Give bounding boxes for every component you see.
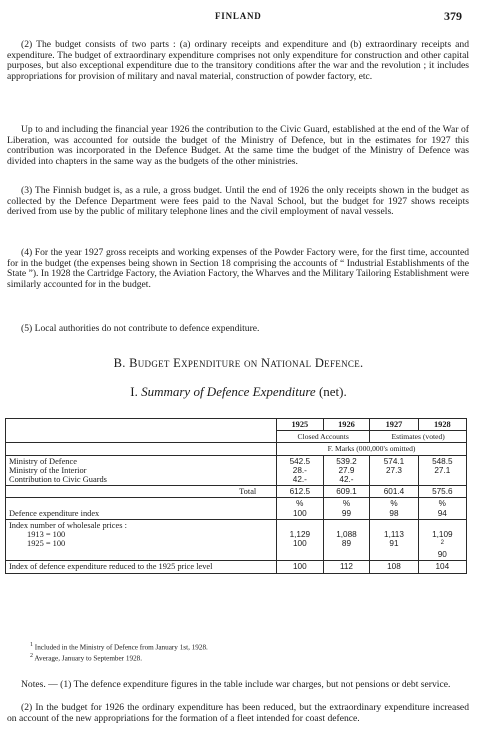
value: 91 xyxy=(389,539,399,549)
year-1926: 1926 xyxy=(323,419,370,431)
value-cell xyxy=(277,498,324,519)
section-i-title: Summary of Defence Expenditure xyxy=(141,384,316,399)
value: 104 xyxy=(418,561,466,573)
wholesale-sub-1913: 1913 = 100 xyxy=(27,530,66,540)
footnote-marker: 2 xyxy=(440,540,444,547)
value-cell xyxy=(323,455,370,486)
row-label-total xyxy=(6,486,277,498)
table-row-total xyxy=(6,486,467,498)
value: 601.4 xyxy=(370,486,418,498)
note-1: Notes. — (1) The defence expenditure figures in the table include war charges, but not pensions or debt service. xyxy=(21,679,451,690)
note-2: (2) In the budget for 1926 the ordinary expenditure has been reduced, but the extraordinary expenditure increased on account of the new appropriations for the formation of a fleet intended for coast defence. xyxy=(7,702,469,724)
table-row-wholesale xyxy=(6,519,467,561)
value: 27.1 xyxy=(434,465,451,475)
footnotes xyxy=(30,641,450,663)
year-1925: 1925 xyxy=(277,419,324,431)
percent-sign: % xyxy=(390,499,398,509)
row-label-ministry-defence: Ministry of Defence xyxy=(9,456,77,466)
running-header xyxy=(0,9,477,25)
total-label: Total xyxy=(239,487,257,497)
value: 539.2 xyxy=(336,456,357,466)
value: 574.1 xyxy=(383,456,405,466)
value: 98 xyxy=(389,508,399,518)
value: 112 xyxy=(323,561,370,573)
value: 548.5 xyxy=(432,456,453,466)
year-1928: 1928 xyxy=(418,419,466,431)
percent-sign: % xyxy=(296,499,304,509)
value: 1,088 xyxy=(336,530,357,540)
value: 42.- xyxy=(292,475,307,485)
value-cell xyxy=(323,519,370,561)
row-label-wholesale xyxy=(6,519,277,561)
percent-sign: % xyxy=(342,499,351,509)
footnote-2: $^2$ Average, January to September 1928. xyxy=(30,652,143,663)
unit-blank-cell xyxy=(6,443,277,455)
estimates-header: Estimates (voted) xyxy=(370,431,467,443)
section-b-title: Budget Expenditure on National Defence. xyxy=(129,356,364,370)
value-cell xyxy=(418,455,466,486)
header-blank-cell xyxy=(6,419,277,443)
defence-expenditure-table xyxy=(5,418,467,574)
percent-sign: % xyxy=(438,499,446,509)
value: 612.5 xyxy=(277,486,324,498)
value: 100 xyxy=(292,539,307,549)
value-cell xyxy=(323,498,370,519)
paragraph-4: (4) For the year 1927 gross receipts and working expenses of the Powder Factory were, for the first time, accounted for in the budget (the expenses being shown in Section 18 comprising the accounts of “ Industrial Establishments of the State ”). In 1928 the Cartridge Factory, the Aviation Factory, the Wharves and the Military Tailoring Establishment were similarly accounted for in the budget. xyxy=(7,247,469,290)
row-label-reduced: Index of defence expenditure reduced to the 1925 price level xyxy=(6,561,277,573)
value-cell xyxy=(277,455,324,486)
value-cell xyxy=(418,498,466,519)
value: 100 xyxy=(277,561,324,573)
paragraph-5: (5) Local authorities do not contribute to defence expenditure. xyxy=(21,323,260,334)
value: 1,113 xyxy=(384,530,404,540)
value: 609.1 xyxy=(323,486,370,498)
footnote-1: $^1$ Included in the Ministry of Defence from January 1st, 1928. xyxy=(30,642,208,652)
value: 99 xyxy=(341,508,352,518)
footnote-1-text: Included in the Ministry of Defence from January 1st, 1928. xyxy=(34,643,208,652)
wholesale-label: Index number of wholesale prices : xyxy=(9,520,127,530)
value-cell xyxy=(370,498,418,519)
section-b-prefix: B. xyxy=(113,356,126,370)
value: 90 xyxy=(437,550,447,560)
value: 27.9 xyxy=(338,465,355,475)
value: 1,129 xyxy=(289,530,311,540)
section-heading-i xyxy=(0,384,477,400)
paragraph-2: (2) The budget consists of two parts : (a) ordinary receipts and expenditure and (b) extraordinary receipts and expenditure. The budget of extraordinary expenditure comprises not only expenditure for construction and other capital purposes, but also exceptional expenditure due to the transitory conditions after the war and the revolution ; it includes appropriations for provision of military and naval material, construction of powder factory, etc. xyxy=(7,39,469,82)
ministry-labels-cell xyxy=(6,455,277,486)
year-1927: 1927 xyxy=(370,419,418,431)
row-label-ministry-interior: Ministry of the Interior xyxy=(9,465,87,475)
wholesale-sub-1925: 1925 = 100 xyxy=(27,539,66,549)
value: 542.5 xyxy=(289,456,311,466)
unit-label: F. Marks (000,000's omitted) xyxy=(277,443,467,455)
value: 27.3 xyxy=(386,465,402,475)
value: 575.6 xyxy=(418,486,466,498)
header-title: FINLAND xyxy=(215,11,262,21)
value: 42.- xyxy=(339,475,354,485)
value: 100 xyxy=(292,508,307,518)
value: 89 xyxy=(341,539,352,549)
section-i-prefix: I. xyxy=(130,384,138,399)
value: 94 xyxy=(437,508,447,518)
table-header-years xyxy=(6,419,467,431)
value-cell xyxy=(370,455,418,486)
table-row xyxy=(6,455,467,486)
section-heading-b xyxy=(0,356,477,371)
table-row-reduced xyxy=(6,561,467,573)
row-label-index: Defence expenditure index xyxy=(6,498,277,519)
value: 108 xyxy=(370,561,418,573)
paragraph-3: (3) The Finnish budget is, as a rule, a gross budget. Until the end of 1926 the only receipts shown in the budget as collected by the Defence Department were fees paid to the Naval School, but the budget for 1927 shows receipts derived from use by the public of military telephone lines and the civil employment of naval vessels. xyxy=(7,185,469,218)
section-i-suffix: (net). xyxy=(318,384,347,399)
page-number: 379 xyxy=(444,9,462,23)
closed-accounts-header: Closed Accounts xyxy=(277,431,370,443)
table-row-index xyxy=(6,498,467,519)
row-label-civic-guards: Contribution to Civic Guards xyxy=(9,475,107,485)
value: 1,109 xyxy=(432,530,453,540)
value-cell xyxy=(370,519,418,561)
value-cell xyxy=(418,519,466,561)
value: 28.- xyxy=(292,465,307,475)
paragraph-2b: Up to and including the financial year 1926 the contribution to the Civic Guard, established at the end of the War of Liberation, was accounted for outside the budget of the Ministry of Defence, but in the estimates for 1927 this contribution was incorporated in the Defence Budget. At the same time the budget of the Ministry of Defence was divided into chapters in the same way as the budgets of the other ministries. xyxy=(7,124,469,167)
unit-row xyxy=(6,443,467,455)
value-cell xyxy=(277,519,324,561)
footnote-2-text: Average, January to September 1928. xyxy=(34,654,143,663)
